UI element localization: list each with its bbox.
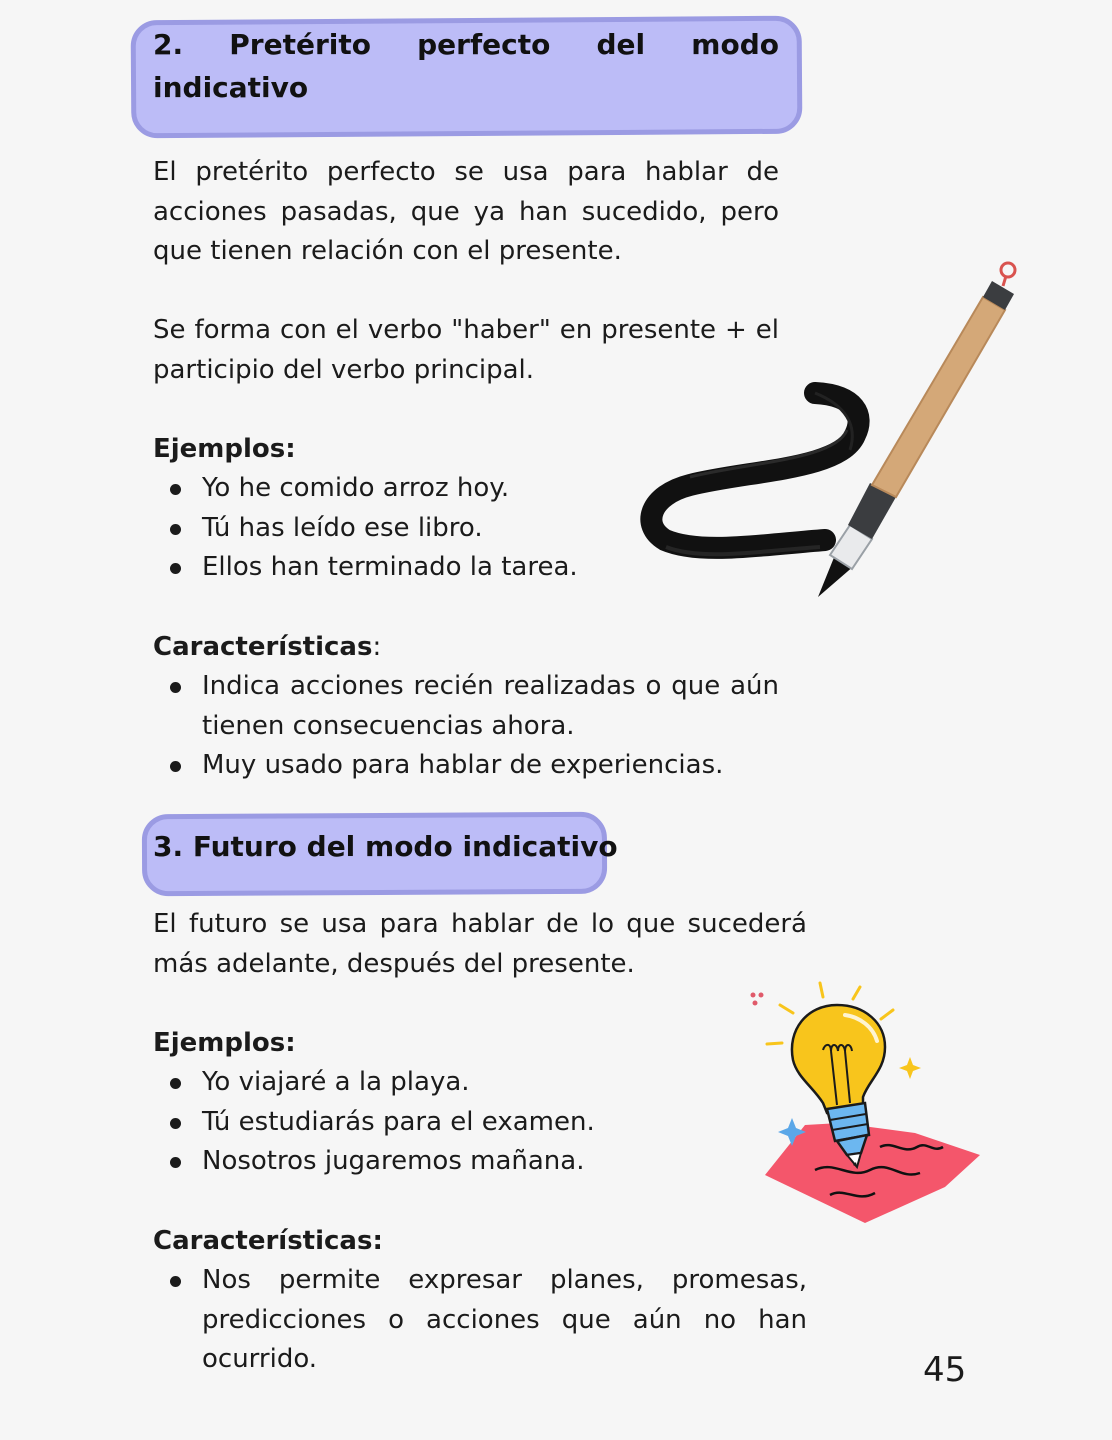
section2-features-label (153, 628, 381, 668)
section3-heading: 3. Futuro del modo indicativo (153, 830, 618, 863)
list-item: Nosotros jugaremos mañana. (153, 1142, 653, 1182)
section2-examples-list (153, 469, 623, 588)
features-label-colon: : (372, 632, 382, 662)
heading-word: perfecto (417, 28, 551, 61)
section3-features-label: Características: (153, 1226, 383, 1256)
paintbrush-icon (640, 255, 1040, 615)
section2-features-list (153, 667, 779, 786)
page-number: 45 (923, 1350, 967, 1390)
list-item: Tú estudiarás para el examen. (153, 1103, 653, 1143)
section2-heading (153, 23, 779, 109)
list-item: Yo viajaré a la playa. (153, 1063, 653, 1103)
list-item: Nos permite expresar planes, promesas, predicciones o acciones que aún no han ocurrido. (153, 1261, 807, 1380)
heading-word: Pretérito (229, 28, 371, 61)
section3-examples-list (153, 1063, 653, 1182)
features-label-text: Características (153, 632, 373, 662)
list-item: Ellos han terminado la tarea. (153, 548, 623, 588)
heading-word: modo (691, 28, 779, 61)
heading-word: del (596, 28, 646, 61)
heading-line2: indicativo (153, 71, 309, 104)
list-item: Yo he comido arroz hoy. (153, 469, 623, 509)
lightbulb-icon (745, 975, 990, 1230)
section2-examples-label: Ejemplos: (153, 434, 296, 464)
section3-intro: El futuro se usa para hablar de lo que sucederá más adelante, después del presente. (153, 909, 807, 979)
list-item: Muy usado para hablar de experiencias. (153, 746, 779, 786)
list-item: Indica acciones recién realizadas o que aún tienen consecuencias ahora. (153, 667, 779, 746)
heading-word: 2. (153, 28, 184, 61)
section2-formation: Se forma con el verbo "haber" en presente + el participio del verbo principal. (153, 315, 779, 385)
section3-examples-label: Ejemplos: (153, 1028, 296, 1058)
section2-intro: El pretérito perfecto se usa para hablar de acciones pasadas, que ya han sucedido, pero que tienen relación con el presente. (153, 157, 779, 267)
list-item: Tú has leído ese libro. (153, 509, 623, 549)
section3-features-list (153, 1261, 807, 1380)
